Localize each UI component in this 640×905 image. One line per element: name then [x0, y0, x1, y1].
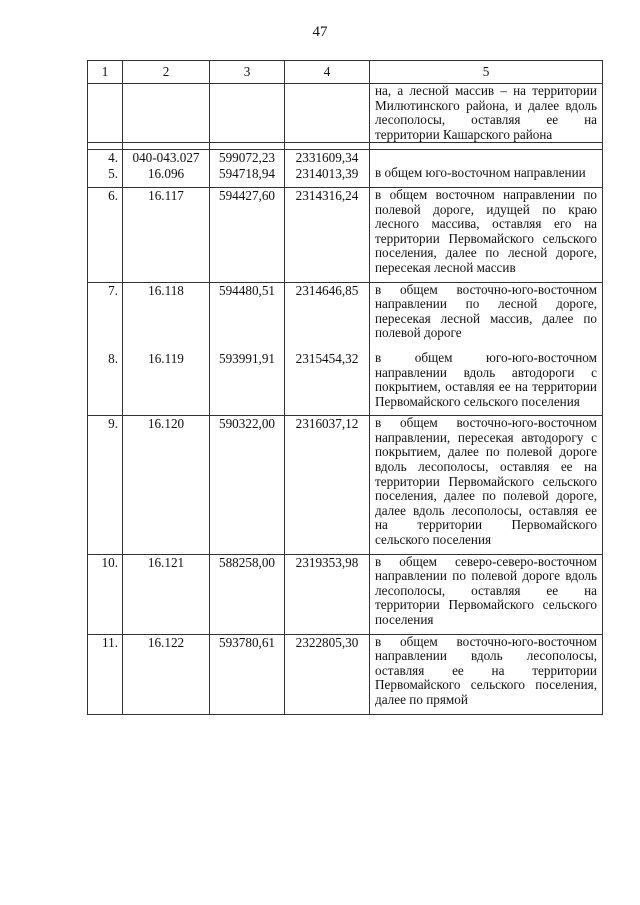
- point-code: 16.121: [123, 554, 210, 634]
- point-code: 16.120: [123, 416, 210, 554]
- point-number: 11.: [88, 634, 123, 714]
- point-code: 16.096: [123, 166, 210, 187]
- table-spacer-row: [88, 143, 603, 150]
- table-row: [88, 416, 603, 554]
- empty-cell: [123, 143, 210, 150]
- point-number: 10.: [88, 554, 123, 634]
- coordinate-x: 593780,61: [210, 634, 285, 714]
- continuation-description: на, а лесной массив – на территории Милютинского района, и далее вдоль лесополосы, оставляя ее на территории Кашарского района: [370, 84, 603, 143]
- point-number: 8.: [88, 351, 123, 416]
- point-number: 5.: [88, 166, 123, 187]
- point-number: 4.: [88, 150, 123, 167]
- empty-cell: [285, 84, 370, 143]
- coordinate-y: 2315454,32: [285, 351, 370, 416]
- table-row: [88, 351, 603, 416]
- coordinate-y: 2314316,24: [285, 187, 370, 282]
- point-code: 16.119: [123, 351, 210, 416]
- coordinate-x: 599072,23: [210, 150, 285, 167]
- coordinate-x: 594427,60: [210, 187, 285, 282]
- table-row-continuation: [88, 84, 603, 143]
- point-code: 040-043.027: [123, 150, 210, 167]
- table-row: [88, 166, 603, 187]
- empty-cell: [88, 143, 123, 150]
- table-row: [88, 282, 603, 351]
- table-header-row: [88, 61, 603, 84]
- table-row: [88, 150, 603, 167]
- column-header: 3: [210, 61, 285, 84]
- column-header: 4: [285, 61, 370, 84]
- route-description: в общем юго-восточном направлении: [370, 166, 603, 187]
- page-number: 47: [312, 24, 328, 40]
- table-row: [88, 554, 603, 634]
- route-description: в общем восточно-юго-восточном направлении вдоль лесополосы, оставляя ее на территории Первомайского сельского поселения, далее по прямой: [370, 634, 603, 714]
- point-code: 16.118: [123, 282, 210, 351]
- empty-cell: [123, 84, 210, 143]
- table-row: [88, 634, 603, 714]
- point-number: 7.: [88, 282, 123, 351]
- route-description: в общем юго-юго-восточном направлении вдоль автодороги с покрытием, оставляя ее на территории Первомайского сельского поселения: [370, 351, 603, 416]
- coordinate-y: 2314013,39: [285, 166, 370, 187]
- empty-cell: [210, 84, 285, 143]
- route-description: в общем восточно-юго-восточном направлении, пересекая автодорогу с покрытием, далее по полевой дороге вдоль лесополосы, оставляя ее на территории Первомайского сельского поселения, далее по полевой дороге, далее вдоль лесополосы, оставляя ее на территории Первомайского сельского поселения: [370, 416, 603, 554]
- route-description: в общем северо-северо-восточном направлении по полевой дороге вдоль лесополосы, оставляя ее на территории Первомайского сельского поселения: [370, 554, 603, 634]
- coordinate-y: 2331609,34: [285, 150, 370, 167]
- coordinate-x: 594718,94: [210, 166, 285, 187]
- point-number: 9.: [88, 416, 123, 554]
- route-description: в общем восточном направлении по полевой дороге, идущей по краю лесного массива, оставляя его на территории Первомайского сельского поселения, далее по лесной дороге, пересекая лесной массив: [370, 187, 603, 282]
- coordinate-y: 2322805,30: [285, 634, 370, 714]
- coordinate-y: 2316037,12: [285, 416, 370, 554]
- point-number: 6.: [88, 187, 123, 282]
- coordinate-x: 590322,00: [210, 416, 285, 554]
- coordinate-x: 593991,91: [210, 351, 285, 416]
- coordinate-x: 588258,00: [210, 554, 285, 634]
- point-code: 16.122: [123, 634, 210, 714]
- route-description: [370, 150, 603, 167]
- empty-cell: [88, 84, 123, 143]
- empty-cell: [370, 143, 603, 150]
- column-header: 2: [123, 61, 210, 84]
- coordinate-x: 594480,51: [210, 282, 285, 351]
- coordinate-y: 2319353,98: [285, 554, 370, 634]
- route-description: в общем восточно-юго-восточном направлении по лесной дороге, пересекая лесной массив, далее по полевой дороге: [370, 282, 603, 351]
- point-code: 16.117: [123, 187, 210, 282]
- column-header: 1: [88, 61, 123, 84]
- empty-cell: [210, 143, 285, 150]
- coordinate-y: 2314646,85: [285, 282, 370, 351]
- table-row: [88, 187, 603, 282]
- boundary-table: [87, 60, 603, 715]
- column-header: 5: [370, 61, 603, 84]
- empty-cell: [285, 143, 370, 150]
